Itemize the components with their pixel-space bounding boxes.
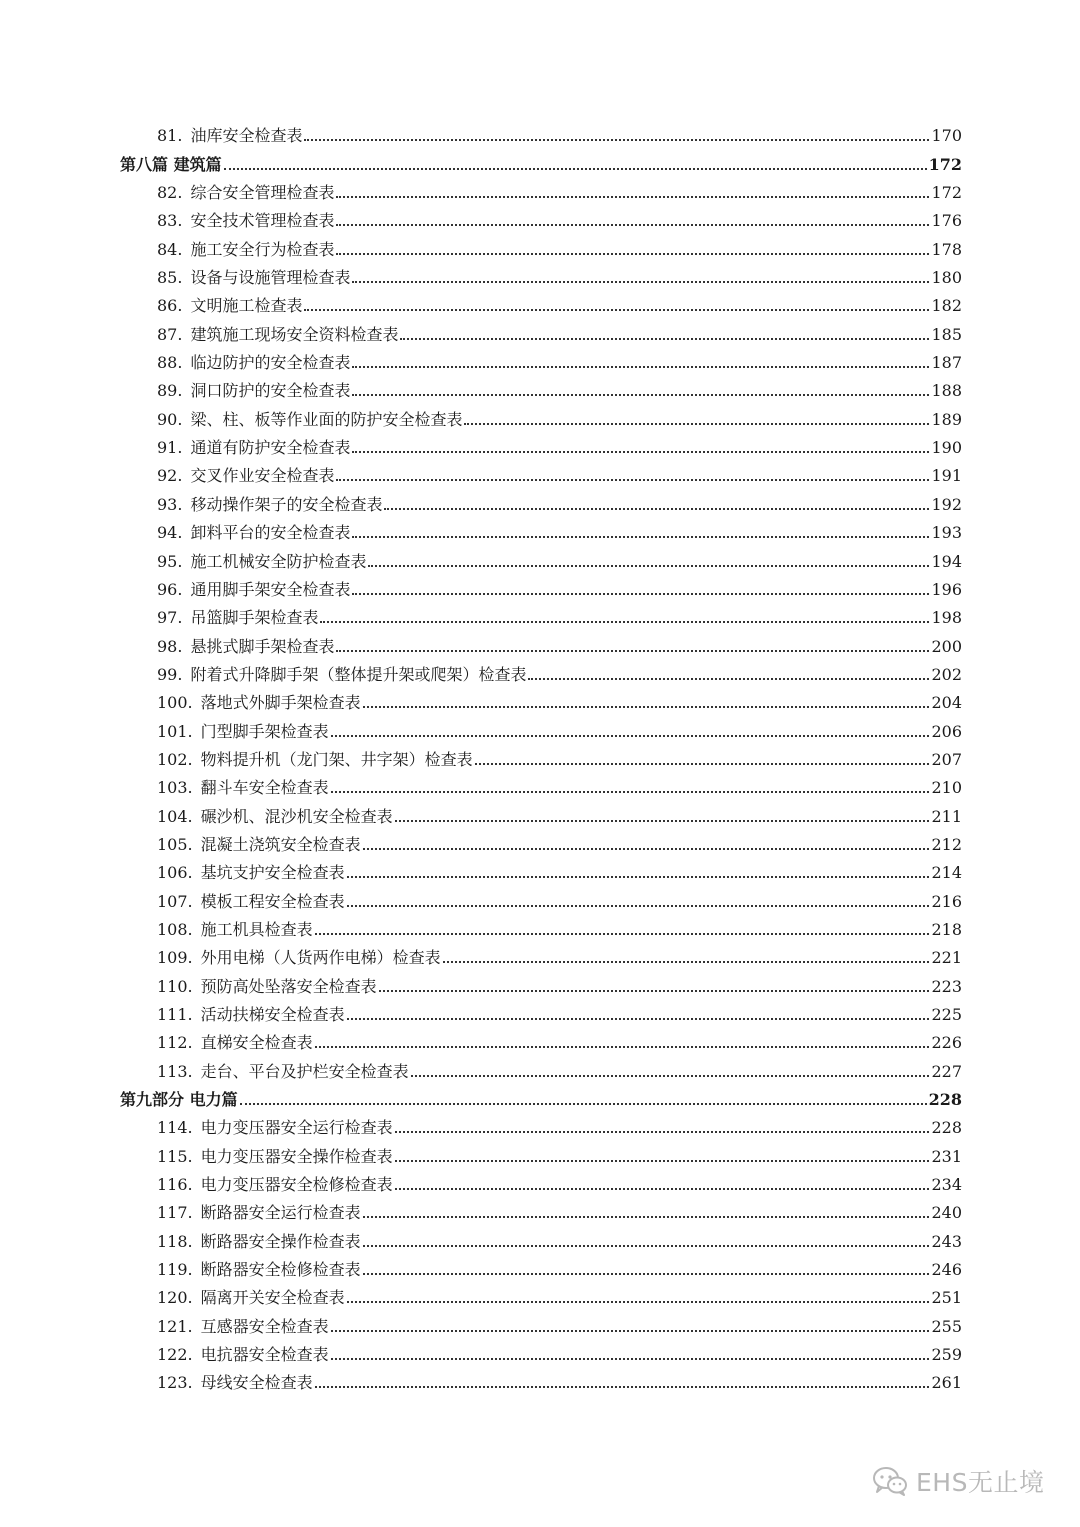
toc-entry-number: 113. [157, 1061, 193, 1081]
toc-entry [120, 1223, 962, 1251]
toc-section-heading [120, 146, 962, 174]
toc-page-number: 182 [931, 296, 962, 316]
toc-entry-number: 85. [157, 268, 183, 288]
toc-entry [120, 175, 962, 203]
toc-entry-number: 107. [157, 891, 193, 911]
toc-entry-title: 梁、柱、板等作业面的防护安全检查表 [190, 409, 463, 429]
toc-entry [120, 1053, 962, 1081]
toc-page-number: 246 [931, 1260, 962, 1280]
toc-page-number: 228 [931, 1118, 962, 1138]
toc-page-number: 202 [931, 664, 962, 684]
toc-page-number: 211 [931, 806, 962, 826]
toc-entry-title: 隔离开关安全检查表 [200, 1288, 345, 1308]
toc-page-number: 255 [931, 1316, 962, 1336]
toc-entry [120, 486, 962, 514]
toc-entry-title: 门型脚手架检查表 [200, 721, 329, 741]
toc-page-number: 243 [931, 1231, 962, 1251]
toc-page-number: 207 [931, 749, 962, 769]
dot-leader [395, 1131, 930, 1133]
toc-entry [120, 912, 962, 940]
toc-entry [120, 713, 962, 741]
toc-page-number: 193 [931, 523, 962, 543]
dot-leader [224, 168, 927, 170]
dot-leader [304, 309, 929, 311]
dot-leader [336, 650, 929, 652]
dot-leader [400, 338, 929, 340]
dot-leader [331, 1358, 930, 1360]
dot-leader [363, 706, 930, 708]
toc-entry-title: 模板工程安全检查表 [200, 891, 345, 911]
toc-entry [120, 685, 962, 713]
toc-entry [120, 770, 962, 798]
wechat-icon [872, 1466, 908, 1496]
dot-leader [331, 1330, 930, 1332]
toc-page-number: 218 [931, 919, 962, 939]
toc-entry-number: 101. [157, 721, 193, 741]
toc-entry-number: 99. [157, 664, 183, 684]
toc-entry-title: 断路器安全运行检查表 [200, 1203, 361, 1223]
toc-entry-number: 94. [157, 523, 183, 543]
dot-leader [443, 961, 930, 963]
toc-entry-number: 93. [157, 494, 183, 514]
toc-entry-title: 混凝土浇筑安全检查表 [200, 834, 361, 854]
toc-entry [120, 798, 962, 826]
toc-entry [120, 401, 962, 429]
toc-entry-title: 悬挑式脚手架检查表 [190, 636, 335, 656]
toc-page-number: 226 [931, 1033, 962, 1053]
toc-entry-number: 98. [157, 636, 183, 656]
toc-entry-title: 物料提升机（龙门架、井字架）检查表 [200, 749, 473, 769]
toc-entry-title: 直梯安全检查表 [200, 1033, 313, 1053]
toc-entry-title: 通道有防护安全检查表 [190, 438, 351, 458]
toc-entry [120, 1167, 962, 1195]
toc-entry-number: 91. [157, 438, 183, 458]
toc-entry-title: 活动扶梯安全检查表 [200, 1005, 345, 1024]
toc-page-number: 221 [931, 948, 962, 968]
toc-page-number: 261 [931, 1373, 962, 1393]
toc-entry [120, 883, 962, 911]
toc-page-number: 214 [931, 863, 962, 883]
dot-leader [475, 763, 930, 765]
dot-leader [395, 1188, 930, 1190]
toc-entry-number: 87. [157, 324, 183, 344]
toc-entry-number: 81. [157, 126, 183, 146]
toc-entry [120, 600, 962, 628]
toc-entry-number: 114. [157, 1118, 193, 1138]
toc-entry-number: 103. [157, 778, 193, 798]
toc-page-number: 185 [931, 324, 962, 344]
toc-entry-title: 附着式升降脚手架（整体提升架或爬架）检查表 [190, 664, 527, 684]
toc-entry [120, 657, 962, 685]
toc-page-number: 240 [931, 1203, 962, 1223]
toc-entry-number: 97. [157, 608, 183, 628]
toc-entry-title: 交叉作业安全检查表 [190, 466, 335, 486]
dot-leader [347, 876, 930, 878]
toc-entry [120, 288, 962, 316]
toc-page-number: 234 [931, 1175, 962, 1195]
toc-entry [120, 742, 962, 770]
toc-page-number: 223 [931, 976, 962, 996]
dot-leader [336, 253, 929, 255]
dot-leader [352, 366, 929, 368]
toc-entry-title: 电力变压器安全操作检查表 [200, 1146, 393, 1166]
toc-page-number: 191 [931, 466, 962, 486]
toc-page-number: 190 [931, 438, 962, 458]
dot-leader [347, 1301, 930, 1303]
toc-entry [120, 968, 962, 996]
toc-page-number: 194 [931, 551, 962, 571]
toc-page-number: 176 [931, 211, 962, 231]
toc-entry-title: 移动操作架子的安全检查表 [190, 494, 383, 514]
toc-entry-number: 89. [157, 381, 183, 401]
toc-page-number: 172 [931, 183, 962, 203]
toc-entry-number: 96. [157, 579, 183, 599]
toc-entry [120, 1308, 962, 1336]
toc-entry [120, 1252, 962, 1280]
toc-entry [120, 260, 962, 288]
toc-entry [120, 345, 962, 373]
toc-entry [120, 373, 962, 401]
toc-entry [120, 515, 962, 543]
dot-leader [347, 905, 930, 907]
dot-leader [352, 593, 929, 595]
toc-entry-title: 安全技术管理检查表 [190, 211, 335, 231]
dot-leader [336, 224, 929, 226]
toc-page-number: 204 [931, 693, 962, 713]
toc-page-number: 216 [931, 891, 962, 911]
toc-entry-title: 电力变压器安全检修检查表 [200, 1175, 393, 1195]
toc-entry [120, 118, 962, 146]
dot-leader [336, 479, 929, 481]
toc-page-number: 228 [928, 1090, 962, 1110]
toc-entry [120, 231, 962, 259]
watermark [872, 1463, 1044, 1499]
dot-leader [352, 536, 929, 538]
toc-entry [120, 1365, 962, 1393]
toc-entry-number: 84. [157, 239, 183, 259]
toc-entry-title: 施工机械安全防护检查表 [190, 551, 367, 571]
toc-page-number: 206 [931, 721, 962, 741]
toc-entry [120, 997, 962, 1025]
toc-entry-title: 综合安全管理检查表 [190, 183, 335, 203]
toc-page-number: 259 [931, 1345, 962, 1365]
dot-leader [315, 933, 930, 935]
toc-page-number: 212 [931, 834, 962, 854]
toc-entry [120, 628, 962, 656]
toc-entry-number: 116. [157, 1175, 193, 1195]
dot-leader [363, 1216, 930, 1218]
toc-entry-number: 111. [157, 1005, 193, 1024]
toc-entry-title: 洞口防护的安全检查表 [190, 381, 351, 401]
toc-entry-number: 117. [157, 1203, 193, 1223]
toc-entry-title: 电力变压器安全运行检查表 [200, 1118, 393, 1138]
toc-entry-title: 翻斗车安全检查表 [200, 778, 329, 798]
toc-entry-title: 走台、平台及护栏安全检查表 [200, 1061, 409, 1081]
toc-entry-title: 断路器安全操作检查表 [200, 1231, 361, 1251]
toc-entry [120, 1025, 962, 1053]
toc-entry [120, 203, 962, 231]
toc-entry-number: 118. [157, 1231, 193, 1251]
toc-entry-title: 文明施工检查表 [190, 296, 303, 316]
toc-entry-number: 106. [157, 863, 193, 883]
toc-entry-number: 95. [157, 551, 183, 571]
toc-entry-title: 第九部分 电力篇 [120, 1090, 238, 1110]
dot-leader [336, 196, 929, 198]
dot-leader [352, 451, 929, 453]
toc-entry-number: 112. [157, 1033, 193, 1053]
toc-page-number: 170 [931, 126, 962, 146]
dot-leader [464, 423, 929, 425]
dot-leader [304, 139, 929, 141]
toc-page-number: 227 [931, 1061, 962, 1081]
toc-entry-title: 第八篇 建筑篇 [120, 154, 222, 174]
toc-page-number: 198 [931, 608, 962, 628]
dot-leader [363, 1245, 930, 1247]
dot-leader [331, 791, 930, 793]
dot-leader [411, 1075, 930, 1077]
toc-entry-number: 83. [157, 211, 183, 231]
toc-entry-number: 92. [157, 466, 183, 486]
toc-entry [120, 543, 962, 571]
toc-entry [120, 1337, 962, 1365]
dot-leader [528, 678, 929, 680]
dot-leader [384, 508, 929, 510]
toc-entry [120, 940, 962, 968]
dot-leader [240, 1103, 927, 1105]
toc-page-number: 231 [931, 1146, 962, 1166]
toc-entry-title: 电抗器安全检查表 [200, 1345, 329, 1365]
table-of-contents [120, 118, 962, 1393]
toc-entry-number: 122. [157, 1345, 193, 1365]
dot-leader [379, 990, 930, 992]
toc-page-number: 225 [931, 1005, 962, 1024]
toc-page-number: 172 [928, 154, 962, 174]
toc-entry-title: 卸料平台的安全检查表 [190, 523, 351, 543]
toc-entry-number: 120. [157, 1288, 193, 1308]
dot-leader [363, 848, 930, 850]
toc-entry-number: 110. [157, 976, 193, 996]
toc-entry-title: 落地式外脚手架检查表 [200, 693, 361, 713]
toc-entry-number: 88. [157, 353, 183, 373]
toc-entry-title: 施工安全行为检查表 [190, 239, 335, 259]
toc-entry [120, 827, 962, 855]
toc-entry [120, 572, 962, 600]
toc-entry-number: 102. [157, 749, 193, 769]
dot-leader [352, 394, 929, 396]
toc-entry [120, 1195, 962, 1223]
toc-entry-title: 吊篮脚手架检查表 [190, 608, 319, 628]
toc-entry-title: 碾沙机、混沙机安全检查表 [200, 806, 393, 826]
toc-entry-title: 基坑支护安全检查表 [200, 863, 345, 883]
toc-entry-number: 119. [157, 1260, 193, 1280]
toc-page-number: 200 [931, 636, 962, 656]
toc-entry-number: 109. [157, 948, 193, 968]
toc-entry-title: 施工机具检查表 [200, 919, 313, 939]
toc-page-number: 189 [931, 409, 962, 429]
dot-leader [315, 1386, 930, 1388]
toc-entry-title: 油库安全检查表 [190, 126, 303, 146]
toc-entry [120, 1138, 962, 1166]
toc-page-number: 210 [931, 778, 962, 798]
toc-entry-number: 108. [157, 919, 193, 939]
toc-page-number: 180 [931, 268, 962, 288]
toc-entry-title: 设备与设施管理检查表 [190, 268, 351, 288]
dot-leader [395, 1160, 930, 1162]
toc-entry-number: 104. [157, 806, 193, 826]
dot-leader [395, 820, 930, 822]
toc-entry-title: 通用脚手架安全检查表 [190, 579, 351, 599]
toc-entry-number: 115. [157, 1146, 193, 1166]
toc-entry-number: 105. [157, 834, 193, 854]
toc-entry [120, 1280, 962, 1308]
toc-entry [120, 1110, 962, 1138]
dot-leader [352, 281, 929, 283]
toc-entry-number: 90. [157, 409, 183, 429]
toc-page-number: 178 [931, 239, 962, 259]
dot-leader [363, 1273, 930, 1275]
toc-entry-title: 建筑施工现场安全资料检查表 [190, 324, 399, 344]
toc-entry [120, 316, 962, 344]
dot-leader [368, 565, 929, 567]
toc-entry [120, 855, 962, 883]
toc-page-number: 187 [931, 353, 962, 373]
toc-entry-number: 123. [157, 1373, 193, 1393]
toc-entry-title: 断路器安全检修检查表 [200, 1260, 361, 1280]
toc-entry-number: 82. [157, 183, 183, 203]
toc-entry-number: 100. [157, 693, 193, 713]
toc-entry-number: 86. [157, 296, 183, 316]
dot-leader [320, 621, 929, 623]
toc-entry-title: 互感器安全检查表 [200, 1316, 329, 1336]
toc-page-number: 196 [931, 579, 962, 599]
toc-page-number: 188 [931, 381, 962, 401]
dot-leader [331, 735, 930, 737]
toc-entry [120, 458, 962, 486]
toc-section-heading [120, 1082, 962, 1110]
toc-entry-title: 外用电梯（人货两作电梯）检查表 [200, 948, 441, 968]
toc-entry-title: 母线安全检查表 [200, 1373, 313, 1393]
toc-page-number: 251 [931, 1288, 962, 1308]
dot-leader [347, 1018, 930, 1020]
toc-entry-number: 121. [157, 1316, 193, 1336]
watermark-text: EHS无止境 [916, 1468, 1045, 1497]
dot-leader [315, 1046, 930, 1048]
toc-entry-title: 预防高处坠落安全检查表 [200, 976, 377, 996]
toc-entry-title: 临边防护的安全检查表 [190, 353, 351, 373]
toc-entry [120, 430, 962, 458]
toc-page-number: 192 [931, 494, 962, 514]
